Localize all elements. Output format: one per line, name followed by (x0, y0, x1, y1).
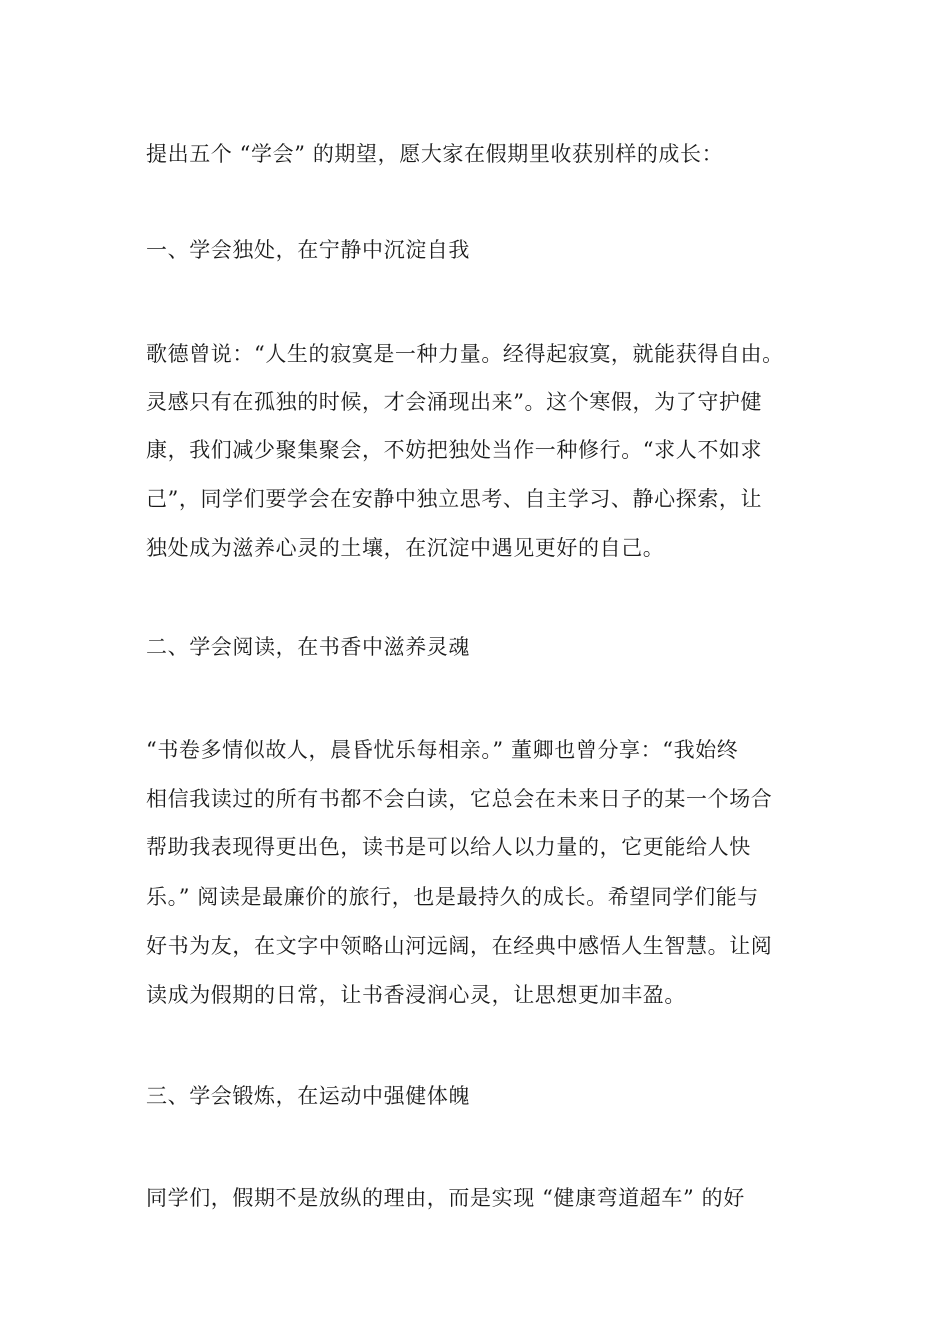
section-1-line-4: 己”，同学们要学会在安静中独立思考、自主学习、静心探索，让 (146, 487, 763, 511)
section-2-line-6: 读成为假期的日常，让书香浸润心灵，让思想更加丰盈。 (146, 983, 686, 1007)
intro-paragraph: 提出五个 “学会” 的期望，愿大家在假期里收获别样的成长： (146, 142, 724, 166)
section-1-line-1: 歌德曾说：“人生的寂寞是一种力量。经得起寂寞，就能获得自由。 (146, 342, 784, 366)
section-1-heading: 一、学会独处，在宁静中沉淀自我 (146, 238, 470, 262)
section-2-line-1: “书卷多情似故人，晨昏忧乐每相亲。” 董卿也曾分享：“我始终 (146, 738, 739, 762)
section-2-line-4: 乐。” 阅读是最廉价的旅行，也是最持久的成长。希望同学们能与 (146, 885, 759, 909)
section-3-heading: 三、学会锻炼，在运动中强健体魄 (146, 1084, 470, 1108)
section-1-line-5: 独处成为滋养心灵的土壤，在沉淀中遇见更好的自己。 (146, 536, 665, 560)
section-2-line-5: 好书为友，在文字中领略山河远阔，在经典中感悟人生智慧。让阅 (146, 934, 773, 958)
section-1-line-3: 康，我们减少聚集聚会，不妨把独处当作一种修行。“求人不如求 (146, 438, 763, 462)
section-2-line-3: 帮助我表现得更出色，读书是可以给人以力量的，它更能给人快 (146, 835, 751, 859)
section-2-heading: 二、学会阅读，在书香中滋养灵魂 (146, 635, 470, 659)
section-2-line-2: 相信我读过的所有书都不会白读，它总会在未来日子的某一个场合 (146, 787, 773, 811)
section-1-line-2: 灵感只有在孤独的时候，才会涌现出来”。这个寒假，为了守护健 (146, 390, 763, 414)
section-3-line-1: 同学们，假期不是放纵的理由，而是实现 “健康弯道超车” 的好 (146, 1186, 745, 1210)
